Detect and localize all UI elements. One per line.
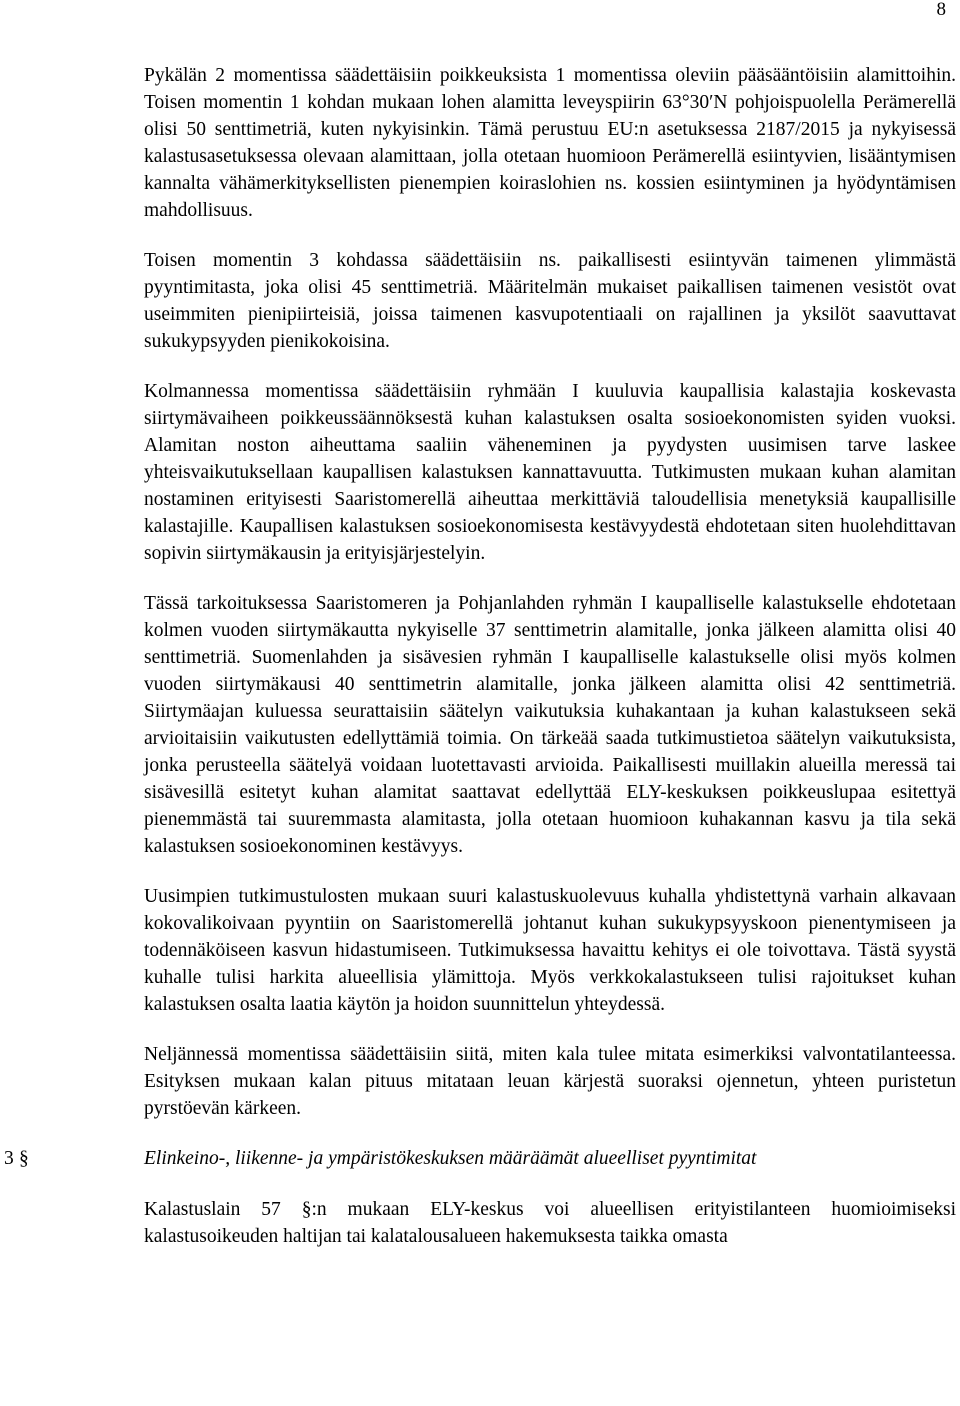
- paragraph-measurement: Neljännessä momentissa säädettäisiin siitä, miten kala tulee mitata esimerkiksi valvontatilanteessa. Esityksen mukaan kalan pituus mitataan leuan kärjestä suoraksi ojennetun, yhteen puristetun pyrstöevän kärkeen.: [144, 1044, 956, 1119]
- paragraph-research-results: Uusimpien tutkimustulosten mukaan suuri kalastuskuolevuus kuhalla yhdistettynä varhain alkavaan kokovalikoivaan pyyntiin on Saaristomerellä johtanut kuhan sukukypsyyskoon pienentymiseen ja todennäköiseen kasvun hidastumiseen. Tutkimuksessa havaittu kehitys ei ole toivottava. Tästä syystä kuhalle tulisi harkita alueellisia ylämittoja. Myös verkkokalastukseen tulisi rajoitukset kuhan kalastuksen osalta laatia käytön ja hoidon suunnittelun yhteydessä.: [144, 886, 956, 1015]
- section-title: Elinkeino-, liikenne- ja ympäristökeskuksen määräämät alueelliset pyyntimitat: [144, 1148, 757, 1169]
- section-sign: §: [19, 1148, 29, 1169]
- paragraph-transition-periods: Tässä tarkoituksessa Saaristomeren ja Pohjanlahden ryhmän I kaupalliselle kalastukselle ehdotetaan kolmen vuoden siirtymäkautta nykyiselle 37 senttimetrin alamitalle, jonka jälkeen alamitta olisi 40 senttimetriä. Suomenlahden ja sisävesien ryhmän I kaupalliselle kalastukselle olisi myös kolmen vuoden siirtymäkausi 40 senttimetrin alamitalle, jonka jälkeen alamitta olisi 42 senttimetriä. Siirtymäajan kuluessa seurattaisiin säätelyn vaikutuksia kuhakantaan ja kuhan kalastukseen sekä arvioitaisiin vaikutusten edellyttämiä toimia. On tärkeää saada tutkimustietoa säätelyn vaikutuksista, jonka perusteella säätelyä voidaan luotettavasti arvioida. Paikallisesti muillakin alueilla meressä tai sisävesillä esitetyt kuhan alamitat saattavat edellyttää ELY-keskuksen poikkeuslupaa esitettyä pienemmästä tai suuremmasta alamitasta, jolla otetaan huomioon kuhakannan kasvu ja tila sekä kalastuksen sosioekonominen kestävyys.: [144, 593, 956, 857]
- section-number: 3: [4, 1148, 14, 1169]
- page-number: 8: [936, 0, 946, 20]
- paragraph-transition-exception: Kolmannessa momentissa säädettäisiin ryhmään I kuuluvia kaupallisia kalastajia koskevasta siirtymävaiheen poikkeussäännöksestä kuhan kalastuksen osalta sosioekonomisten syiden vuoksi. Alamitan noston aiheuttama saaliin väheneminen ja pyydysten uusimisen tarve laskee yhteisvaikutuksellaan kaupallisen kalastuksen kannattavuutta. Tutkimusten mukaan kuhan alamitan nostaminen erityisesti Saaristomerellä aiheuttaa merkittäviä taloudellisia menetyksiä kaupallisille kalastajille. Kaupallisen kalastuksen sosioekonomisesta kestävyydestä ehdotetaan siten huolehdittavan sopivin siirtymäkausin ja erityisjärjestelyin.: [144, 381, 956, 564]
- section-heading: [4, 1145, 956, 1173]
- paragraph-trout-max-size: Toisen momentin 3 kohdassa säädettäisiin ns. paikallisesti esiintyvän taimenen ylimmästä pyyntimitasta, joka olisi 45 senttimetriä. Määritelmän mukaiset paikallisen taimenen vesistöt ovat useimmiten pienipiirteisiä, joissa taimenen kasvupotentiaali on rajallinen ja yksilöt saavuttavat sukukypsyyden pienikokoisina.: [144, 250, 956, 352]
- paragraph-section-3-intro: Kalastuslain 57 §:n mukaan ELY-keskus voi alueellisen erityistilanteen huomioimiseksi kalastusoikeuden haltijan tai kalatalousalueen hakemuksesta taikka omasta: [144, 1199, 956, 1247]
- paragraph-exceptions: Pykälän 2 momentissa säädettäisiin poikkeuksista 1 momentissa oleviin pääsääntöisiin alamittoihin. Toisen momentin 1 kohdan mukaan lohen alamitta leveyspiirin 63°30′N pohjoispuolella Perämerellä olisi 50 senttimetriä, kuten nykyisinkin. Tämä perustuu EU:n asetuksessa 2187/2015 ja nykyisessä kalastusasetuksessa olevaan alamittaan, jolla otetaan huomioon Perämerellä esiintyvien, lisääntymisen kannalta vähämerkityksellisten pienempien koiraslohien ns. kossien esiintyminen ja hyödyntämisen mahdollisuus.: [144, 65, 956, 221]
- document-body: [4, 62, 956, 1273]
